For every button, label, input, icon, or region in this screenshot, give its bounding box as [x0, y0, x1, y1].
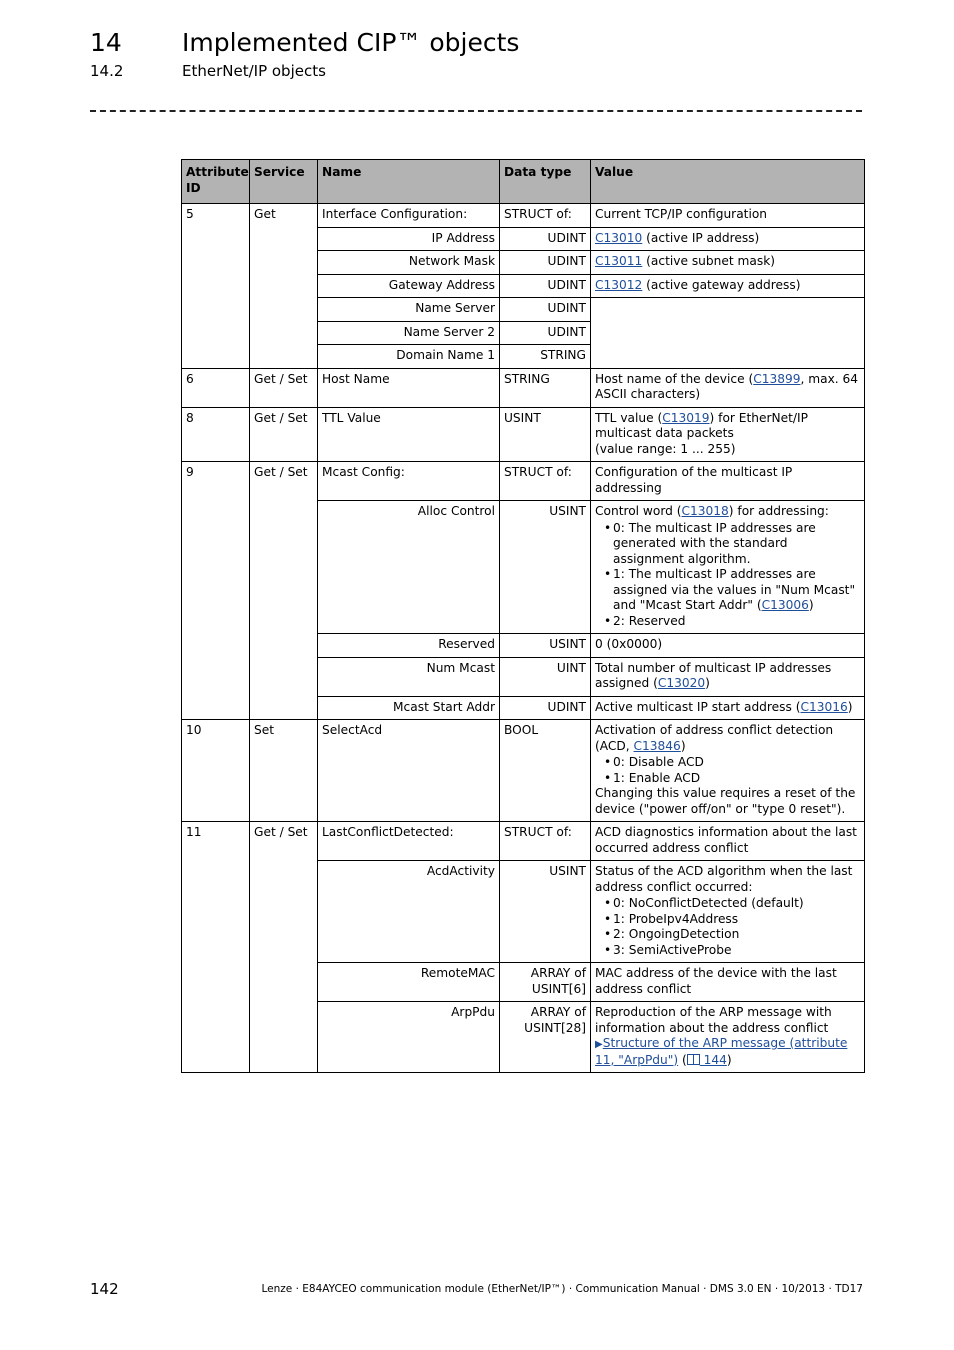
header-divider [90, 110, 862, 112]
data-type: STRUCT of: [500, 204, 591, 228]
list-item: • 0: Disable ACD [613, 755, 860, 771]
value-text: (value range: 1 ... 255) [595, 441, 736, 456]
data-type: USINT [500, 501, 591, 634]
data-type: UINT [500, 657, 591, 696]
service: Get / Set [250, 368, 318, 407]
data-type: USINT [500, 634, 591, 658]
member-name: ArpPdu [318, 1002, 500, 1073]
value: Current TCP/IP configuration [591, 204, 865, 228]
table-header-row [182, 160, 865, 204]
data-type: USINT [500, 407, 591, 462]
bullet-list [595, 896, 860, 958]
cross-reference-link[interactable]: Structure of the ARP message (attribute 11, "ArpPdu") [595, 1036, 848, 1067]
value: Configuration of the multicast IP addressing [591, 462, 865, 501]
value [591, 251, 865, 275]
service: Get / Set [250, 822, 318, 1073]
value-text: TTL value ( [595, 410, 663, 425]
data-type: USINT [500, 861, 591, 963]
list-item: • 2: OngoingDetection [613, 927, 860, 943]
data-type: UDINT [500, 251, 591, 275]
attribute-id: 5 [182, 204, 250, 369]
member-name: Reserved [318, 634, 500, 658]
value [591, 861, 865, 963]
parameter-link[interactable]: C13010 [595, 230, 643, 245]
value [591, 720, 865, 822]
table-row [182, 822, 865, 861]
list-item: • 1: ProbeIpv4Address [613, 912, 860, 928]
value-text: ) [680, 738, 686, 753]
attribute-id: 9 [182, 462, 250, 720]
value [591, 274, 865, 298]
attribute-name: Mcast Config: [318, 462, 500, 501]
table-row [182, 462, 865, 501]
parameter-link[interactable]: C13011 [595, 254, 643, 268]
parameter-link[interactable]: C13020 [657, 676, 706, 690]
member-name: RemoteMAC [318, 963, 500, 1002]
col-header-data-type: Data type [500, 160, 591, 204]
value-text: Total number of multicast IP addresses assigned ( [595, 660, 832, 690]
attribute-name: SelectAcd [318, 720, 500, 822]
value-empty [591, 298, 865, 369]
value-text: ) [726, 1052, 732, 1067]
value: MAC address of the device with the last address conflict [591, 963, 865, 1002]
list-item [613, 567, 860, 614]
data-type: STRUCT of: [500, 462, 591, 501]
value-text: (active subnet mask) [642, 254, 776, 268]
data-type: BOOL [500, 720, 591, 822]
attribute-table [181, 159, 865, 1073]
value [591, 227, 865, 251]
data-type-line: USINT[28] [524, 1020, 586, 1035]
value-text: ( [678, 1052, 687, 1067]
value: ACD diagnostics information about the last occurred address conflict [591, 822, 865, 861]
table-row [182, 368, 865, 407]
service: Get / Set [250, 407, 318, 462]
data-type: UDINT [500, 227, 591, 251]
value-text: Status of the ACD algorithm when the last address conflict occurred: [595, 864, 853, 894]
page-reference-link[interactable] [687, 1053, 727, 1067]
section-number: 14.2 [90, 62, 124, 80]
member-name: Network Mask [318, 251, 500, 275]
value-text: Changing this value requires a reset of the device ("power off/on" or "type 0 reset"). [595, 786, 856, 816]
table-row [182, 204, 865, 228]
value-text: Active multicast IP start address ( [595, 699, 801, 714]
value [591, 501, 865, 634]
book-icon [687, 1054, 700, 1065]
attribute-id: 8 [182, 407, 250, 462]
bullet-list [595, 755, 860, 786]
data-type-line: ARRAY of [530, 966, 586, 980]
data-type [500, 963, 591, 1002]
parameter-link[interactable]: C13012 [595, 277, 643, 292]
value-text: 1: The multicast IP addresses are assigned via the values in "Num Mcast" and "Mcast Start Addr" ( [613, 567, 856, 612]
attribute-name: Interface Configuration: [318, 204, 500, 228]
value-text: Reproduction of the ARP message with information about the address conflict [595, 1005, 832, 1035]
list-item: • 0: The multicast IP addresses are generated with the standard assignment algorithm. [613, 521, 860, 568]
service: Get / Set [250, 462, 318, 720]
page-number: 144 [699, 1052, 727, 1067]
attribute-name: TTL Value [318, 407, 500, 462]
member-name: Alloc Control [318, 501, 500, 634]
page-number: 142 [90, 1280, 119, 1298]
value: 0 (0x0000) [591, 634, 865, 658]
attribute-name: LastConflictDetected: [318, 822, 500, 861]
value [591, 407, 865, 462]
chapter-title: Implemented CIP™ objects [182, 28, 520, 57]
data-type: UDINT [500, 274, 591, 298]
member-name: Domain Name 1 [318, 345, 500, 369]
list-item: • 0: NoConflictDetected (default) [613, 896, 860, 912]
value [591, 657, 865, 696]
value [591, 1002, 865, 1073]
value-text: ) for addressing: [728, 504, 829, 518]
data-type-line: ARRAY of [530, 1005, 586, 1019]
data-type-line: USINT[6] [531, 981, 586, 996]
table-row [182, 720, 865, 822]
parameter-link[interactable]: C13016 [800, 699, 848, 714]
member-name: Name Server [318, 298, 500, 322]
value-text: ) [705, 676, 710, 690]
data-type: UDINT [500, 321, 591, 345]
col-header-value: Value [591, 160, 865, 204]
value-text: ) for EtherNet/IP multicast data packets [595, 410, 808, 440]
service: Get [250, 204, 318, 369]
value-text: (active IP address) [642, 230, 760, 245]
list-item: • 2: Reserved [613, 614, 860, 630]
list-item: • 1: Enable ACD [613, 771, 860, 787]
footer-text: Lenze · E84AYCEO communication module (EtherNet/IP™) · Communication Manual · DMS 3.0 EN · 10/2013 · TD17 [261, 1283, 863, 1295]
data-type: UDINT [500, 696, 591, 720]
value-text: , max. 64 ASCII characters) [595, 371, 859, 401]
parameter-link[interactable]: C13846 [633, 738, 681, 753]
value-text: ) [847, 699, 853, 714]
data-type [500, 1002, 591, 1073]
member-name: Name Server 2 [318, 321, 500, 345]
parameter-link[interactable]: C13019 [662, 410, 710, 425]
service: Set [250, 720, 318, 822]
data-type: STRING [500, 368, 591, 407]
data-type: UDINT [500, 298, 591, 322]
data-type: STRUCT of: [500, 822, 591, 861]
data-type: STRING [500, 345, 591, 369]
bullet-list [595, 521, 860, 630]
member-name: Gateway Address [318, 274, 500, 298]
value [591, 696, 865, 720]
value [591, 368, 865, 407]
member-name: Num Mcast [318, 657, 500, 696]
value-text: ) [808, 598, 814, 612]
attribute-id: 10 [182, 720, 250, 822]
col-header-service: Service [250, 160, 318, 204]
value-text: Activation of address conflict detection (ACD, [595, 723, 834, 753]
attribute-id: 6 [182, 368, 250, 407]
parameter-link[interactable]: C13899 [753, 371, 801, 386]
member-name: Mcast Start Addr [318, 696, 500, 720]
col-header-attribute-id: Attribute ID [182, 160, 250, 204]
value-text: Control word ( [595, 504, 682, 518]
attribute-id: 11 [182, 822, 250, 1073]
list-item: • 3: SemiActiveProbe [613, 943, 860, 959]
arrow-right-icon: ▶ [595, 1039, 603, 1050]
member-name: AcdActivity [318, 861, 500, 963]
value-text: (active gateway address) [642, 277, 801, 292]
parameter-link[interactable]: C13018 [681, 504, 729, 518]
col-header-name: Name [318, 160, 500, 204]
member-name: IP Address [318, 227, 500, 251]
table-row [182, 407, 865, 462]
attribute-name: Host Name [318, 368, 500, 407]
value-text: Host name of the device ( [595, 371, 754, 386]
parameter-link[interactable]: C13006 [761, 598, 809, 612]
chapter-number: 14 [90, 28, 122, 57]
section-title: EtherNet/IP objects [182, 62, 326, 80]
